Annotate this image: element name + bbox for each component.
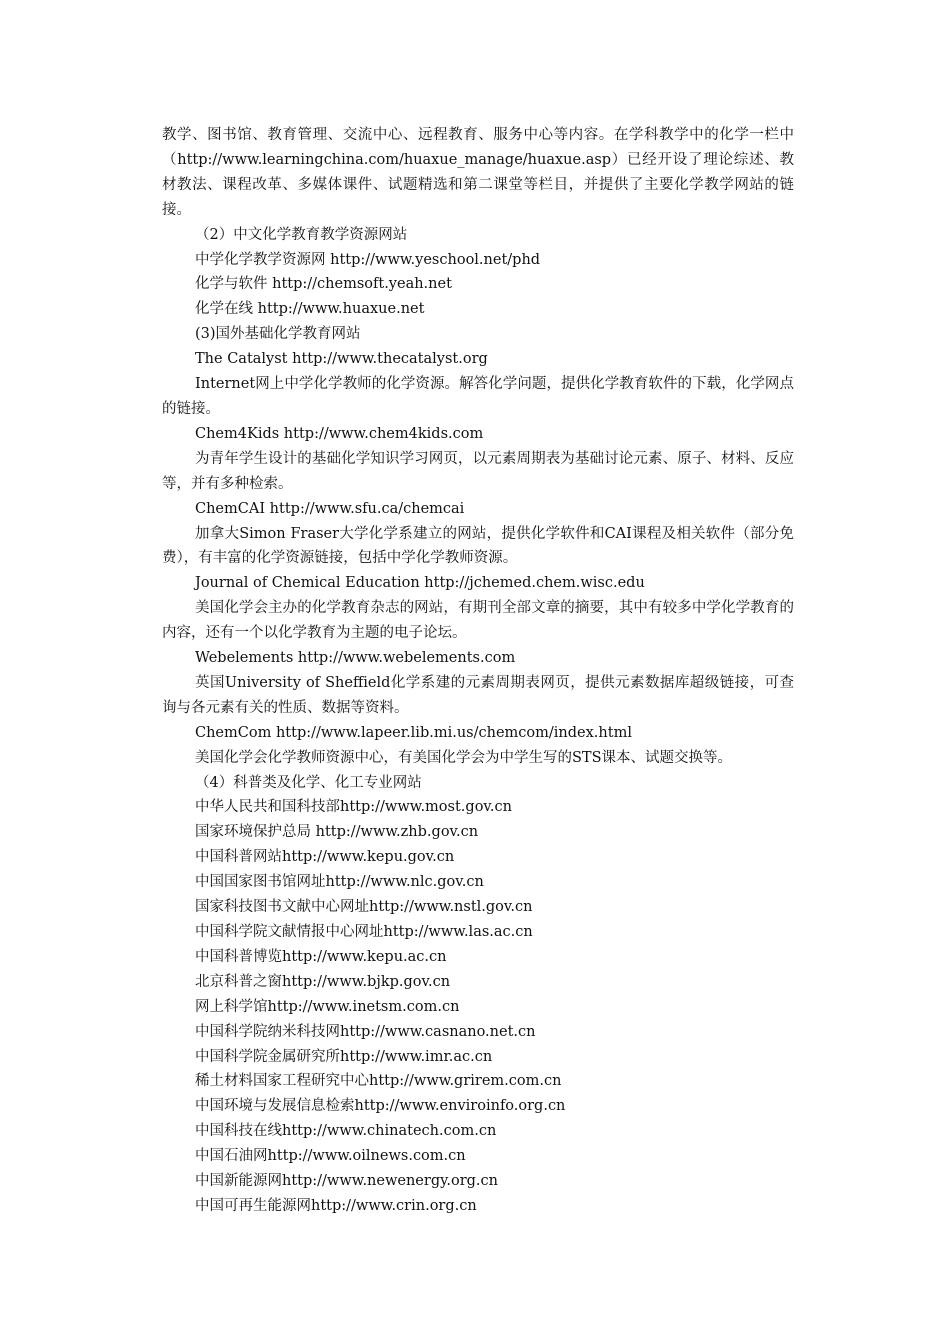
site-entry: 国家科技图书文献中心网址http://www.nstl.gov.cn [195, 899, 533, 916]
site-title: Chem4Kids http://www.chem4kids.com [195, 425, 484, 442]
site-entry: 化学在线 http://www.huaxue.net [195, 301, 425, 318]
site-description: 美国化学会化学教师资源中心，有美国化学会为中学生写的STS课本、试题交换等。 [195, 749, 733, 766]
site-title: Journal of Chemical Education http://jchemed.chem.wisc.edu [195, 575, 645, 592]
site-title: ChemCAI http://www.sfu.ca/chemcai [195, 500, 465, 517]
section-4-heading: （4）科普类及化学、化工专业网站 [195, 774, 422, 791]
site-entry: 化学与软件 http://chemsoft.yeah.net [195, 276, 452, 293]
site-entry: 北京科普之窗http://www.bjkp.gov.cn [195, 973, 451, 990]
site-entry: 网上科学馆http://www.inetsm.com.cn [195, 998, 460, 1015]
site-entry: 稀土材料国家工程研究中心http://www.grirem.com.cn [195, 1073, 562, 1090]
intro-paragraph: 教学、图书馆、教育管理、交流中心、远程教育、服务中心等内容。在学科教学中的化学一栏中（http://www.learningchina.com/huaxue_manage/huaxue.asp）已经开设了理论综述、教材教法、课程改革、多媒体课件、试题精选和第二课堂等栏目，并提供了主要化学教学网站的链接。 [162, 127, 794, 218]
site-entry: 中国可再生能源网http://www.crin.org.cn [195, 1197, 477, 1214]
site-title: The Catalyst http://www.thecatalyst.org [195, 351, 488, 368]
site-entry: 中国石油网http://www.oilnews.com.cn [195, 1148, 466, 1165]
site-entry: 国家环境保护总局 http://www.zhb.gov.cn [195, 824, 479, 841]
site-entry: 中国新能源网http://www.newenergy.org.cn [195, 1173, 498, 1190]
section-3-heading: (3)国外基础化学教育网站 [195, 326, 361, 343]
site-entry: 中国科学院金属研究所http://www.imr.ac.cn [195, 1048, 493, 1065]
site-entry: 中国科学院文献情报中心网址http://www.las.ac.cn [195, 924, 533, 940]
site-entry: 中国科普博览http://www.kepu.ac.cn [195, 948, 447, 965]
site-description: Internet网上中学化学教师的化学资源。解答化学问题，提供化学教育软件的下载，化学网点的链接。 [162, 376, 794, 417]
site-entry: 中学化学教学资源网 http://www.yeschool.net/phd [195, 251, 541, 268]
site-description: 为青年学生设计的基础化学知识学习网页，以元素周期表为基础讨论元素、原子、材料、反应等，并有多种检索。 [162, 450, 794, 492]
document-page [162, 123, 794, 1219]
site-title: Webelements http://www.webelements.com [195, 650, 516, 667]
site-entry: 中国科普网站http://www.kepu.gov.cn [195, 849, 455, 866]
site-entry: 中国环境与发展信息检索http://www.enviroinfo.org.cn [195, 1098, 566, 1115]
site-entry: 中国国家图书馆网址http://www.nlc.gov.cn [195, 874, 484, 891]
site-title: ChemCom http://www.lapeer.lib.mi.us/chemcom/index.html [195, 724, 632, 741]
site-description: 美国化学会主办的化学教育杂志的网站，有期刊全部文章的摘要，其中有较多中学化学教育的内容，还有一个以化学教育为主题的电子论坛。 [162, 600, 794, 642]
site-description: 加拿大Simon Fraser大学化学系建立的网站，提供化学软件和CAI课程及相关软件（部分免费），有丰富的化学资源链接，包括中学化学教师资源。 [162, 525, 794, 567]
site-entry: 中国科技在线http://www.chinatech.com.cn [195, 1123, 497, 1140]
site-entry: 中国科学院纳米科技网http://www.casnano.net.cn [195, 1023, 536, 1040]
site-description: 英国University of Sheffield化学系建的元素周期表网页，提供元素数据库超级链接，可查询与各元素有关的性质、数据等资料。 [162, 674, 794, 716]
section-2-heading: （2）中文化学教育教学资源网站 [195, 226, 408, 243]
site-entry: 中华人民共和国科技部http://www.most.gov.cn [195, 799, 512, 816]
